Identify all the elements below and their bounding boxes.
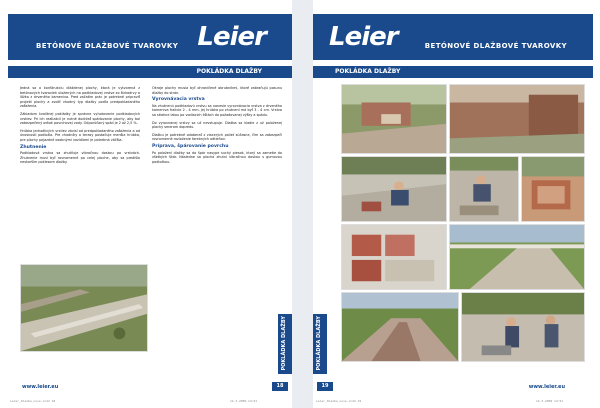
- photo-paving-detail: [341, 224, 447, 290]
- photo-worker-laying: [341, 156, 447, 222]
- left-header: [8, 14, 292, 60]
- paragraph: Do vyrovnanej vrstvy sa už nevstupuje. Dlažba sa kladie z už položenej plochy smerom dopredu.: [152, 120, 282, 130]
- right-section-title: POKLÁDKA DLAŽBY: [335, 68, 401, 75]
- paragraph: Hrúbka jednotlivých vrstiev závisí od predpokladaného zaťaženia a od únosnosti podložia. Pre chodníky a terasy postačuje menšia hrúbka, pre plochy pojazdné osobnými vozidlami je potrebná väčšia.: [20, 128, 140, 142]
- paragraph: Podkladová vrstva sa zhutňuje vibračnou doskou po vrstvách. Zhutnenie musí byť rovnomerné po celej ploche, aby sa predišlo neskorším poklesom dlažby.: [20, 151, 140, 165]
- heading-vyrovnavacia: Vyrovnávacia vrstva: [152, 97, 205, 103]
- paragraph: Základom kvalitnej pokládky je správne vyhotovenie podkladových vrstiev. Pri ich realizácii je nutné dodržať spádovanie plochy, aby bol zabezpečený odtok povrchovej vody. Odporúčaný spád je 2 až 2,5 %.: [20, 111, 140, 126]
- photo-garden-wall: [341, 84, 447, 154]
- right-page: [313, 14, 593, 394]
- side-strip-label: POKLÁDKA DLAŽBY: [281, 315, 287, 370]
- print-slug: 12.3.2009 14:51: [536, 399, 564, 403]
- print-slug: Leier_Dlazba_nove.indd 19: [316, 399, 362, 403]
- leier-logo: Leier: [329, 22, 398, 52]
- leier-logo: Leier: [197, 22, 266, 52]
- left-side-strip: [278, 314, 292, 374]
- left-text-column-2: [152, 86, 282, 167]
- paragraph: Okraje plochy musia byť ohraničené obrubníkmi, ktoré zabraňujú posunu dlažby do strán.: [152, 86, 282, 95]
- paragraph: Dlažbu je potrebné odoberať z viacerých paliet súčasne, čím sa zabezpečí rovnomerné rozloženie farebných odtieňov.: [152, 132, 282, 142]
- paragraph: Na zhutnenú podkladovú vrstvu sa nanesie vyrovnávacia vrstva z drveného kameniva frakcie 2 - 4 mm. Jej hrúbka po zhutnení má byť 3 - 4 cm. Vrstva sa stiahne latou po vodiacich lištách do požadovanej výšky a spádu.: [152, 103, 282, 117]
- photo-garden-path: [449, 224, 585, 290]
- left-section-bar: [8, 66, 292, 78]
- paragraph: Jedná sa o konštrukciu dláždenej plochy, ktorá je vytvorená z betónových tvaroviek uložených na podkladovej vrstve zo štrkodrvy a lôžka z drveného kameniva. Pred začatím prác je potrebné pripraviť projekt plochy a zvoliť vhodný typ dlažby podľa predpokladaného zaťaženia.: [20, 86, 140, 109]
- page-gutter: [292, 0, 313, 408]
- photo-brick-wall: [449, 84, 585, 154]
- heading-zhutnenie: Zhutnenie: [20, 144, 47, 150]
- photo-stacked-pavers: [521, 156, 585, 222]
- right-page-number: 19: [317, 382, 333, 391]
- photo-workers-compacting: [461, 292, 585, 362]
- right-side-strip: [313, 314, 327, 374]
- right-section-bar: [313, 66, 593, 78]
- side-strip-label: POKLÁDKA DLAŽBY: [316, 315, 322, 370]
- print-slug: 12.3.2009 14:51: [230, 399, 258, 403]
- left-page-number: 18: [272, 382, 288, 391]
- left-header-subtitle: BETÓNOVÉ DLAŽBOVÉ TVAROVKY: [36, 42, 179, 50]
- heading-priprava: Príprava, špárovanie povrchu: [152, 143, 229, 149]
- photo-worker-cutting: [449, 156, 519, 222]
- right-header: [313, 14, 593, 60]
- photo-site-curbs: [20, 264, 148, 352]
- left-footer-url[interactable]: www.leier.eu: [22, 384, 59, 390]
- left-section-title: POKLÁDKA DLAŽBY: [196, 68, 262, 75]
- right-footer-url[interactable]: www.leier.eu: [528, 384, 565, 390]
- right-header-subtitle: BETÓNOVÉ DLAŽBOVÉ TVAROVKY: [424, 42, 567, 50]
- left-page: [8, 14, 292, 394]
- print-slug: Leier_Dlazba_nove.indd 18: [10, 399, 56, 403]
- photo-finished-path: [341, 292, 459, 362]
- left-text-column-1: [20, 86, 140, 168]
- paragraph: Po položení dlažby sa do špár nasype suchý piesok, ktorý sa zametie do všetkých škár. Následne sa plocha zhutní vibračnou doskou s gumovou podložkou.: [152, 150, 282, 164]
